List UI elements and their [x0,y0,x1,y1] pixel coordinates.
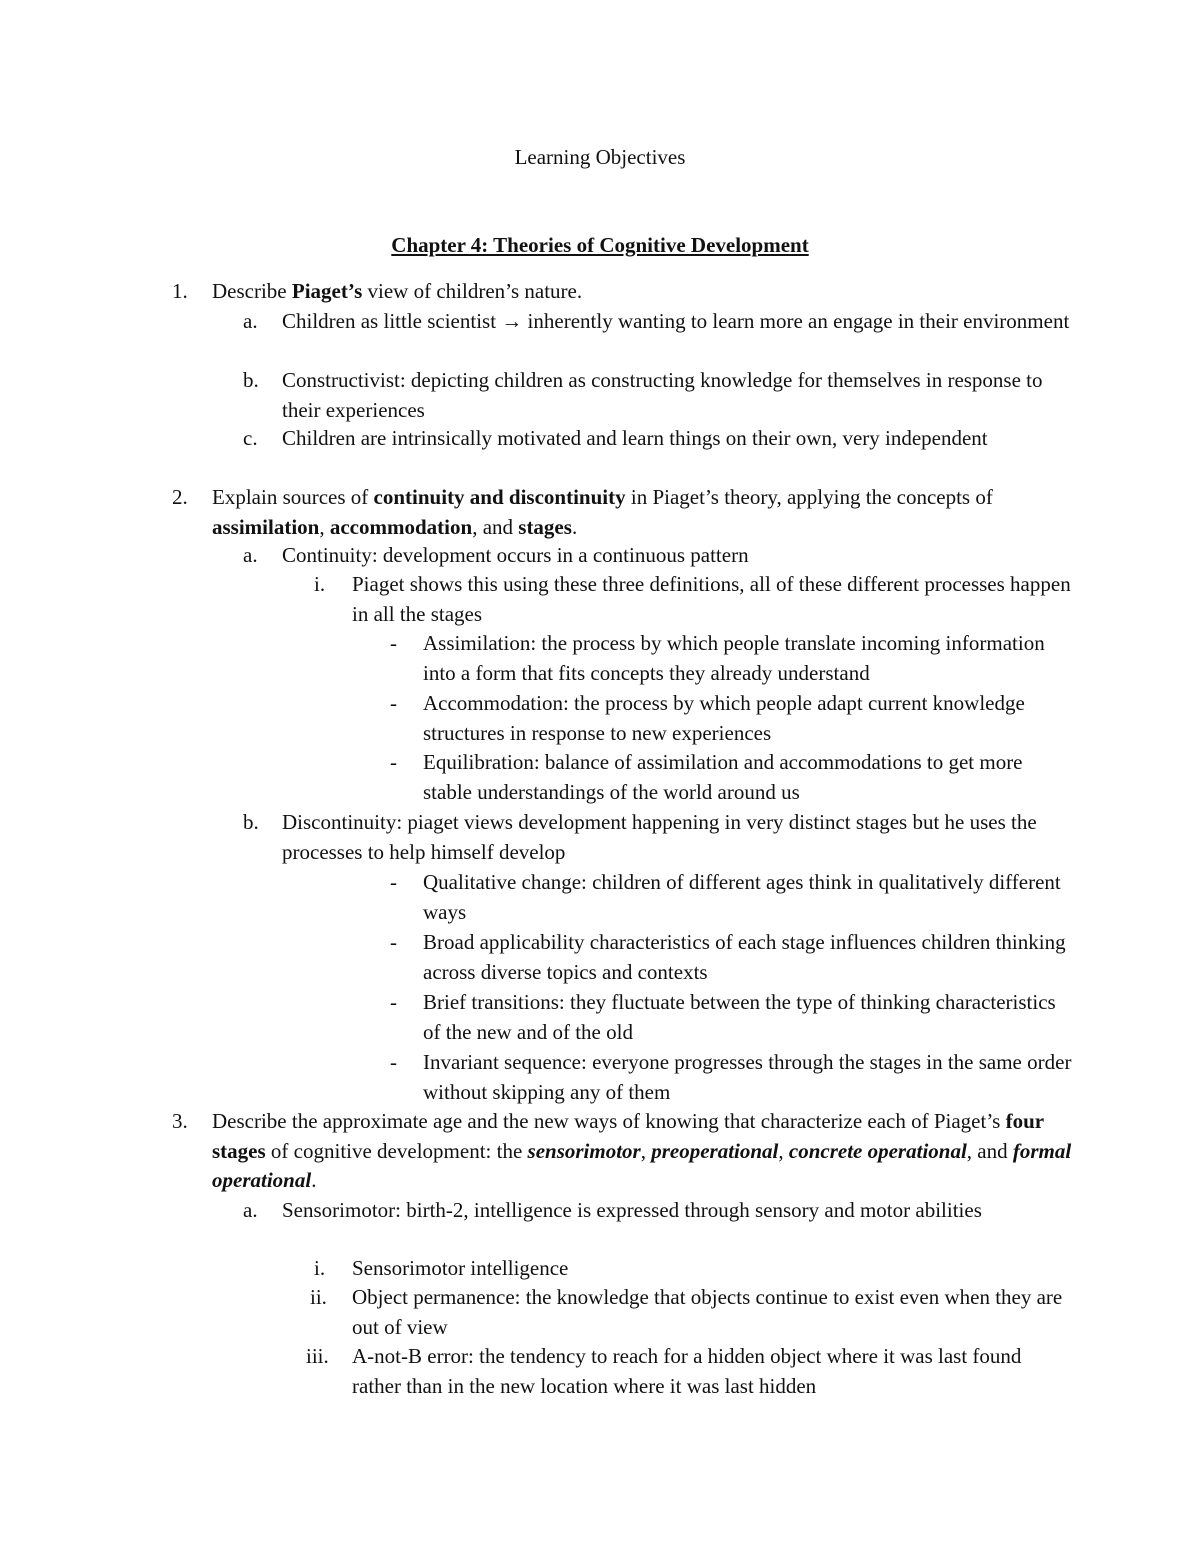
item-text: Piaget shows this using these three definitions, all of these different processes happen in all the stages [352,572,1071,626]
item-marker: - [390,870,397,894]
item-text: A-not-B error: the tendency to reach for a hidden object where it was last found rather than in the new location where it was last hidden [352,1344,1022,1398]
item-marker: 1. [172,279,188,303]
item-marker: b. [243,368,259,392]
item-marker: c. [243,426,258,450]
item-text: Invariant sequence: everyone progresses through the stages in the same order without skipping any of them [423,1050,1072,1104]
item-marker: a. [243,543,258,567]
item-text: Continuity: development occurs in a continuous pattern [282,543,749,567]
item-text: Object permanence: the knowledge that objects continue to exist even when they are out of view [352,1285,1063,1339]
item-marker: b. [243,810,259,834]
item-text: Children as little scientist → inherently wanting to learn more an engage in their environment [282,309,1070,333]
item-marker: - [390,631,397,655]
item-text: Equilibration: balance of assimilation and accommodations to get more stable understandings of the world around us [423,750,1023,804]
item-marker: - [390,990,397,1014]
item-text: Constructivist: depicting children as constructing knowledge for themselves in response to their experiences [282,368,1043,422]
item-text: Children are intrinsically motivated and learn things on their own, very independent [282,426,988,450]
item-marker: - [390,750,397,774]
item-marker: ii. [310,1285,327,1309]
item-text: Sensorimotor: birth-2, intelligence is expressed through sensory and motor abilities [282,1198,982,1222]
item-marker: 2. [172,485,188,509]
item-marker: iii. [306,1344,329,1368]
item-text: Brief transitions: they fluctuate between the type of thinking characteristics of the new and of the old [423,990,1056,1044]
item-text: Broad applicability characteristics of each stage influences children thinking across diverse topics and contexts [423,930,1066,984]
item-text: Explain sources of continuity and discontinuity in Piaget’s theory, applying the concepts of assimilation, accommodation, and stages. [212,485,993,539]
chapter-heading: Chapter 4: Theories of Cognitive Development [391,233,809,257]
item-text: Discontinuity: piaget views development happening in very distinct stages but he uses the processes to help himself develop [282,810,1037,864]
item-marker: i. [314,572,326,596]
item-marker: 3. [172,1109,188,1133]
item-marker: i. [314,1256,326,1280]
item-marker: - [390,691,397,715]
item-text: Sensorimotor intelligence [352,1256,569,1280]
item-text: Assimilation: the process by which people translate incoming information into a form that fits concepts they already understand [423,631,1045,685]
page-title: Learning Objectives [514,145,686,169]
item-text: Qualitative change: children of different ages think in qualitatively different ways [423,870,1061,924]
item-marker: a. [243,309,258,333]
item-text: Describe the approximate age and the new ways of knowing that characterize each of Piaget’s four stages of cognitive development: the sensorimotor, preoperational, concrete operational, and formal operational. [212,1109,1072,1192]
item-marker: - [390,930,397,954]
item-marker: a. [243,1198,258,1222]
item-text: Describe Piaget’s view of children’s nature. [212,279,583,303]
item-marker: - [390,1050,397,1074]
item-text: Accommodation: the process by which people adapt current knowledge structures in response to new experiences [423,691,1025,745]
